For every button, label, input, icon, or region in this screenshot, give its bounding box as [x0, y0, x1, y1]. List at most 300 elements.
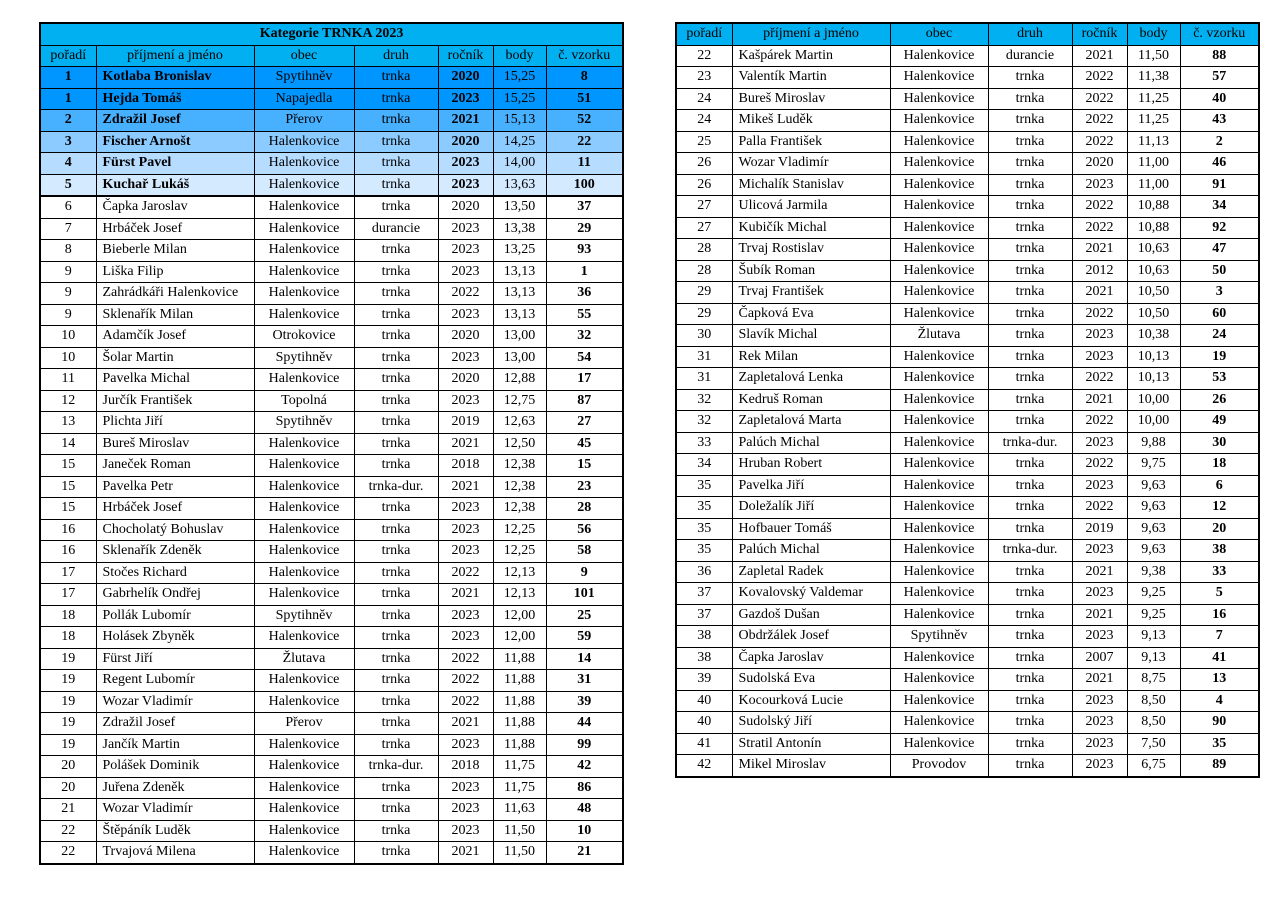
cell-body: 15,13: [493, 110, 546, 132]
table-row: [40, 455, 623, 477]
cell-poradi: 38: [676, 647, 732, 669]
cell-druh: trnka: [988, 583, 1072, 605]
table-row: [676, 260, 1259, 282]
cell-vzorek: 29: [546, 218, 623, 240]
cell-obec: Halenkovice: [254, 196, 354, 218]
cell-rocnik: 2022: [1072, 196, 1127, 218]
cell-obec: Topolná: [254, 390, 354, 412]
cell-rocnik: 2023: [1072, 346, 1127, 368]
cell-druh: trnka: [988, 733, 1072, 755]
cell-obec: Halenkovice: [890, 540, 988, 562]
cell-vzorek: 14: [546, 648, 623, 670]
cell-obec: Halenkovice: [254, 670, 354, 692]
cell-obec: Halenkovice: [254, 820, 354, 842]
cell-jmeno: Kocourková Lucie: [732, 690, 890, 712]
table-row: [676, 196, 1259, 218]
cell-obec: Halenkovice: [254, 218, 354, 240]
cell-druh: trnka: [988, 67, 1072, 89]
cell-vzorek: 4: [1180, 690, 1259, 712]
table-row: [40, 261, 623, 283]
cell-vzorek: 31: [546, 670, 623, 692]
cell-jmeno: Zapletalová Marta: [732, 411, 890, 433]
table-row: [40, 605, 623, 627]
cell-jmeno: Hruban Robert: [732, 454, 890, 476]
cell-obec: Halenkovice: [890, 45, 988, 67]
cell-body: 15,25: [493, 88, 546, 110]
cell-body: 11,50: [1127, 45, 1180, 67]
cell-poradi: 17: [40, 562, 96, 584]
table-row: [40, 756, 623, 778]
cell-jmeno: Stratil Antonín: [732, 733, 890, 755]
cell-vzorek: 33: [1180, 561, 1259, 583]
cell-body: 9,63: [1127, 497, 1180, 519]
cell-obec: Halenkovice: [890, 303, 988, 325]
cell-druh: trnka: [988, 561, 1072, 583]
cell-druh: trnka: [988, 475, 1072, 497]
cell-jmeno: Kubičík Michal: [732, 217, 890, 239]
cell-poradi: 19: [40, 734, 96, 756]
cell-druh: trnka: [354, 584, 438, 606]
cell-rocnik: 2022: [1072, 131, 1127, 153]
cell-vzorek: 32: [546, 326, 623, 348]
table-row: [40, 218, 623, 240]
cell-jmeno: Michalík Stanislav: [732, 174, 890, 196]
table-row: [40, 174, 623, 196]
cell-body: 11,88: [493, 691, 546, 713]
cell-vzorek: 99: [546, 734, 623, 756]
cell-obec: Halenkovice: [254, 799, 354, 821]
table-row: [676, 475, 1259, 497]
cell-obec: Halenkovice: [254, 261, 354, 283]
cell-jmeno: Palla František: [732, 131, 890, 153]
cell-rocnik: 2022: [438, 562, 493, 584]
cell-jmeno: Trvajová Milena: [96, 842, 254, 864]
cell-rocnik: 2023: [1072, 733, 1127, 755]
cell-body: 13,50: [493, 196, 546, 218]
cell-body: 12,38: [493, 476, 546, 498]
cell-druh: trnka: [354, 691, 438, 713]
cell-rocnik: 2022: [1072, 497, 1127, 519]
cell-obec: Halenkovice: [254, 476, 354, 498]
table-row: [40, 283, 623, 305]
cell-poradi: 11: [40, 369, 96, 391]
cell-poradi: 4: [40, 153, 96, 175]
cell-druh: trnka: [354, 498, 438, 520]
cell-rocnik: 2023: [1072, 174, 1127, 196]
cell-poradi: 31: [676, 346, 732, 368]
header-body: body: [1127, 23, 1180, 45]
cell-rocnik: 2023: [1072, 755, 1127, 777]
cell-body: 10,63: [1127, 260, 1180, 282]
cell-vzorek: 50: [1180, 260, 1259, 282]
cell-druh: trnka: [988, 110, 1072, 132]
cell-rocnik: 2020: [438, 196, 493, 218]
cell-poradi: 20: [40, 756, 96, 778]
cell-rocnik: 2022: [438, 691, 493, 713]
cell-jmeno: Bureš Miroslav: [96, 433, 254, 455]
cell-vzorek: 21: [546, 842, 623, 864]
table-row: [40, 584, 623, 606]
cell-jmeno: Fischer Arnošt: [96, 131, 254, 153]
cell-poradi: 26: [676, 153, 732, 175]
cell-vzorek: 100: [546, 174, 623, 196]
cell-body: 11,75: [493, 777, 546, 799]
cell-jmeno: Bieberle Milan: [96, 240, 254, 262]
cell-obec: Halenkovice: [890, 88, 988, 110]
cell-body: 9,75: [1127, 454, 1180, 476]
cell-poradi: 28: [676, 239, 732, 261]
cell-rocnik: 2021: [1072, 561, 1127, 583]
cell-druh: trnka: [988, 497, 1072, 519]
cell-druh: trnka: [354, 648, 438, 670]
cell-druh: trnka: [354, 174, 438, 196]
cell-jmeno: Trvaj František: [732, 282, 890, 304]
cell-vzorek: 26: [1180, 389, 1259, 411]
cell-body: 12,38: [493, 455, 546, 477]
cell-jmeno: Juřena Zdeněk: [96, 777, 254, 799]
cell-poradi: 15: [40, 455, 96, 477]
cell-druh: trnka: [354, 412, 438, 434]
cell-rocnik: 2021: [438, 713, 493, 735]
cell-jmeno: Zapletal Radek: [732, 561, 890, 583]
cell-druh: trnka: [988, 454, 1072, 476]
table-row: [676, 669, 1259, 691]
cell-obec: Halenkovice: [890, 368, 988, 390]
cell-poradi: 15: [40, 476, 96, 498]
cell-poradi: 18: [40, 605, 96, 627]
cell-vzorek: 20: [1180, 518, 1259, 540]
table-row: [676, 239, 1259, 261]
cell-body: 12,38: [493, 498, 546, 520]
table-row: [676, 368, 1259, 390]
cell-jmeno: Plichta Jiří: [96, 412, 254, 434]
cell-poradi: 42: [676, 755, 732, 777]
cell-body: 11,25: [1127, 110, 1180, 132]
cell-jmeno: Palúch Michal: [732, 432, 890, 454]
cell-jmeno: Palúch Michal: [732, 540, 890, 562]
table-row: [40, 390, 623, 412]
cell-vzorek: 35: [1180, 733, 1259, 755]
cell-obec: Halenkovice: [890, 518, 988, 540]
cell-rocnik: 2023: [438, 519, 493, 541]
cell-vzorek: 89: [1180, 755, 1259, 777]
cell-rocnik: 2023: [1072, 583, 1127, 605]
results-table-left: [39, 22, 624, 865]
cell-jmeno: Janeček Roman: [96, 455, 254, 477]
cell-obec: Halenkovice: [254, 174, 354, 196]
cell-jmeno: Hejda Tomáš: [96, 88, 254, 110]
table-row: [676, 540, 1259, 562]
cell-jmeno: Holásek Zbyněk: [96, 627, 254, 649]
cell-vzorek: 22: [546, 131, 623, 153]
cell-obec: Halenkovice: [254, 240, 354, 262]
cell-obec: Halenkovice: [254, 777, 354, 799]
cell-body: 9,63: [1127, 540, 1180, 562]
cell-body: 14,25: [493, 131, 546, 153]
cell-body: 10,00: [1127, 411, 1180, 433]
cell-obec: Halenkovice: [890, 282, 988, 304]
cell-druh: trnka: [988, 239, 1072, 261]
cell-obec: Halenkovice: [254, 691, 354, 713]
cell-body: 13,25: [493, 240, 546, 262]
cell-body: 14,00: [493, 153, 546, 175]
cell-druh: trnka: [988, 325, 1072, 347]
cell-jmeno: Regent Lubomír: [96, 670, 254, 692]
cell-vzorek: 91: [1180, 174, 1259, 196]
cell-body: 15,25: [493, 67, 546, 89]
cell-jmeno: Wozar Vladimír: [96, 691, 254, 713]
table-row: [40, 326, 623, 348]
cell-vzorek: 51: [546, 88, 623, 110]
table-row: [676, 518, 1259, 540]
cell-body: 10,50: [1127, 303, 1180, 325]
cell-jmeno: Wozar Vladimír: [732, 153, 890, 175]
cell-jmeno: Kedruš Roman: [732, 389, 890, 411]
cell-body: 9,38: [1127, 561, 1180, 583]
cell-poradi: 1: [40, 67, 96, 89]
cell-druh: trnka: [988, 626, 1072, 648]
cell-obec: Napajedla: [254, 88, 354, 110]
cell-poradi: 9: [40, 304, 96, 326]
cell-vzorek: 36: [546, 283, 623, 305]
cell-rocnik: 2023: [438, 605, 493, 627]
cell-rocnik: 2007: [1072, 647, 1127, 669]
cell-body: 11,50: [493, 842, 546, 864]
cell-body: 9,88: [1127, 432, 1180, 454]
cell-vzorek: 8: [546, 67, 623, 89]
cell-druh: trnka: [988, 518, 1072, 540]
cell-jmeno: Sklenařík Zdeněk: [96, 541, 254, 563]
cell-body: 11,88: [493, 734, 546, 756]
cell-vzorek: 16: [1180, 604, 1259, 626]
cell-poradi: 16: [40, 541, 96, 563]
cell-druh: trnka: [354, 261, 438, 283]
table-row: [40, 648, 623, 670]
cell-poradi: 28: [676, 260, 732, 282]
cell-druh: trnka: [988, 88, 1072, 110]
table-row: [40, 110, 623, 132]
cell-rocnik: 2020: [438, 67, 493, 89]
cell-rocnik: 2022: [1072, 368, 1127, 390]
cell-body: 8,50: [1127, 712, 1180, 734]
cell-body: 12,25: [493, 541, 546, 563]
cell-druh: trnka: [354, 820, 438, 842]
table-row: [676, 110, 1259, 132]
cell-druh: trnka: [988, 604, 1072, 626]
cell-body: 9,63: [1127, 475, 1180, 497]
header-obec: obec: [254, 45, 354, 67]
cell-rocnik: 2021: [1072, 45, 1127, 67]
table-row: [676, 690, 1259, 712]
cell-druh: trnka: [988, 153, 1072, 175]
cell-obec: Halenkovice: [890, 110, 988, 132]
cell-poradi: 24: [676, 88, 732, 110]
cell-vzorek: 42: [546, 756, 623, 778]
cell-jmeno: Šubík Roman: [732, 260, 890, 282]
cell-obec: Halenkovice: [254, 756, 354, 778]
cell-body: 13,00: [493, 326, 546, 348]
cell-obec: Halenkovice: [254, 283, 354, 305]
cell-druh: trnka: [988, 217, 1072, 239]
cell-body: 11,13: [1127, 131, 1180, 153]
cell-vzorek: 55: [546, 304, 623, 326]
header-row: [676, 23, 1259, 45]
cell-druh: trnka: [354, 627, 438, 649]
cell-jmeno: Valentík Martin: [732, 67, 890, 89]
cell-obec: Halenkovice: [890, 583, 988, 605]
cell-obec: Halenkovice: [254, 131, 354, 153]
cell-poradi: 34: [676, 454, 732, 476]
cell-obec: Halenkovice: [890, 153, 988, 175]
cell-druh: trnka: [354, 88, 438, 110]
cell-body: 13,13: [493, 304, 546, 326]
cell-obec: Halenkovice: [890, 196, 988, 218]
cell-jmeno: Adamčík Josef: [96, 326, 254, 348]
cell-rocnik: 2021: [1072, 604, 1127, 626]
table-row: [676, 153, 1259, 175]
cell-poradi: 14: [40, 433, 96, 455]
cell-jmeno: Mikel Miroslav: [732, 755, 890, 777]
cell-druh: trnka: [354, 283, 438, 305]
cell-jmeno: Kotlaba Bronislav: [96, 67, 254, 89]
cell-rocnik: 2021: [438, 584, 493, 606]
cell-vzorek: 53: [1180, 368, 1259, 390]
cell-body: 11,75: [493, 756, 546, 778]
cell-poradi: 15: [40, 498, 96, 520]
table-row: [40, 541, 623, 563]
cell-obec: Halenkovice: [890, 174, 988, 196]
cell-rocnik: 2022: [438, 283, 493, 305]
cell-jmeno: Zapletalová Lenka: [732, 368, 890, 390]
cell-obec: Halenkovice: [254, 562, 354, 584]
cell-obec: Halenkovice: [890, 346, 988, 368]
cell-rocnik: 2023: [438, 390, 493, 412]
cell-obec: Halenkovice: [890, 475, 988, 497]
cell-vzorek: 12: [1180, 497, 1259, 519]
cell-jmeno: Rek Milan: [732, 346, 890, 368]
header-jmeno: příjmení a jméno: [96, 45, 254, 67]
table-row: [676, 45, 1259, 67]
cell-druh: trnka: [988, 174, 1072, 196]
cell-poradi: 5: [40, 174, 96, 196]
cell-jmeno: Hrbáček Josef: [96, 218, 254, 240]
cell-obec: Halenkovice: [254, 584, 354, 606]
cell-rocnik: 2022: [1072, 303, 1127, 325]
table-row: [676, 626, 1259, 648]
cell-jmeno: Kuchař Lukáš: [96, 174, 254, 196]
table-row: [676, 583, 1259, 605]
header-vzorek: č. vzorku: [546, 45, 623, 67]
cell-jmeno: Hrbáček Josef: [96, 498, 254, 520]
cell-druh: trnka: [354, 390, 438, 412]
cell-jmeno: Jurčík František: [96, 390, 254, 412]
cell-body: 10,00: [1127, 389, 1180, 411]
cell-jmeno: Trvaj Rostislav: [732, 239, 890, 261]
table-row: [40, 799, 623, 821]
cell-poradi: 35: [676, 540, 732, 562]
cell-obec: Halenkovice: [890, 239, 988, 261]
cell-poradi: 35: [676, 475, 732, 497]
header-body: body: [493, 45, 546, 67]
cell-vzorek: 34: [1180, 196, 1259, 218]
cell-obec: Halenkovice: [890, 712, 988, 734]
cell-poradi: 23: [676, 67, 732, 89]
cell-body: 12,00: [493, 605, 546, 627]
cell-vzorek: 92: [1180, 217, 1259, 239]
cell-poradi: 32: [676, 389, 732, 411]
cell-rocnik: 2023: [438, 777, 493, 799]
cell-poradi: 12: [40, 390, 96, 412]
table-row: [40, 820, 623, 842]
cell-rocnik: 2022: [1072, 411, 1127, 433]
cell-jmeno: Zdražil Josef: [96, 110, 254, 132]
cell-jmeno: Kovalovský Valdemar: [732, 583, 890, 605]
cell-vzorek: 48: [546, 799, 623, 821]
cell-rocnik: 2022: [1072, 67, 1127, 89]
cell-rocnik: 2022: [438, 648, 493, 670]
cell-druh: trnka: [988, 260, 1072, 282]
cell-druh: trnka: [988, 712, 1072, 734]
cell-rocnik: 2023: [438, 261, 493, 283]
cell-druh: trnka: [354, 799, 438, 821]
cell-jmeno: Fürst Jiří: [96, 648, 254, 670]
left-table-body: [40, 67, 623, 864]
cell-jmeno: Polášek Dominik: [96, 756, 254, 778]
cell-poradi: 22: [676, 45, 732, 67]
cell-druh: trnka: [988, 647, 1072, 669]
cell-obec: Halenkovice: [890, 690, 988, 712]
cell-rocnik: 2023: [1072, 432, 1127, 454]
cell-poradi: 3: [40, 131, 96, 153]
header-rocnik: ročník: [1072, 23, 1127, 45]
cell-body: 13,63: [493, 174, 546, 196]
cell-poradi: 9: [40, 283, 96, 305]
cell-vzorek: 25: [546, 605, 623, 627]
cell-druh: trnka: [988, 755, 1072, 777]
cell-druh: trnka: [988, 346, 1072, 368]
cell-rocnik: 2018: [438, 455, 493, 477]
cell-jmeno: Čapka Jaroslav: [96, 196, 254, 218]
cell-obec: Přerov: [254, 110, 354, 132]
cell-obec: Halenkovice: [254, 627, 354, 649]
cell-obec: Otrokovice: [254, 326, 354, 348]
cell-obec: Spytihněv: [254, 605, 354, 627]
cell-jmeno: Čapka Jaroslav: [732, 647, 890, 669]
cell-poradi: 19: [40, 713, 96, 735]
cell-body: 13,00: [493, 347, 546, 369]
cell-poradi: 22: [40, 842, 96, 864]
cell-rocnik: 2021: [1072, 669, 1127, 691]
cell-jmeno: Gazdoš Dušan: [732, 604, 890, 626]
table-row: [676, 389, 1259, 411]
table-row: [676, 454, 1259, 476]
cell-obec: Halenkovice: [254, 519, 354, 541]
cell-body: 12,50: [493, 433, 546, 455]
cell-obec: Halenkovice: [890, 647, 988, 669]
cell-rocnik: 2021: [438, 476, 493, 498]
table-row: [40, 670, 623, 692]
cell-body: 10,38: [1127, 325, 1180, 347]
cell-poradi: 19: [40, 648, 96, 670]
table-row: [40, 498, 623, 520]
cell-druh: trnka: [354, 541, 438, 563]
cell-druh: trnka: [988, 303, 1072, 325]
cell-druh: trnka: [354, 713, 438, 735]
cell-vzorek: 28: [546, 498, 623, 520]
cell-vzorek: 58: [546, 541, 623, 563]
table-row: [40, 734, 623, 756]
cell-vzorek: 39: [546, 691, 623, 713]
